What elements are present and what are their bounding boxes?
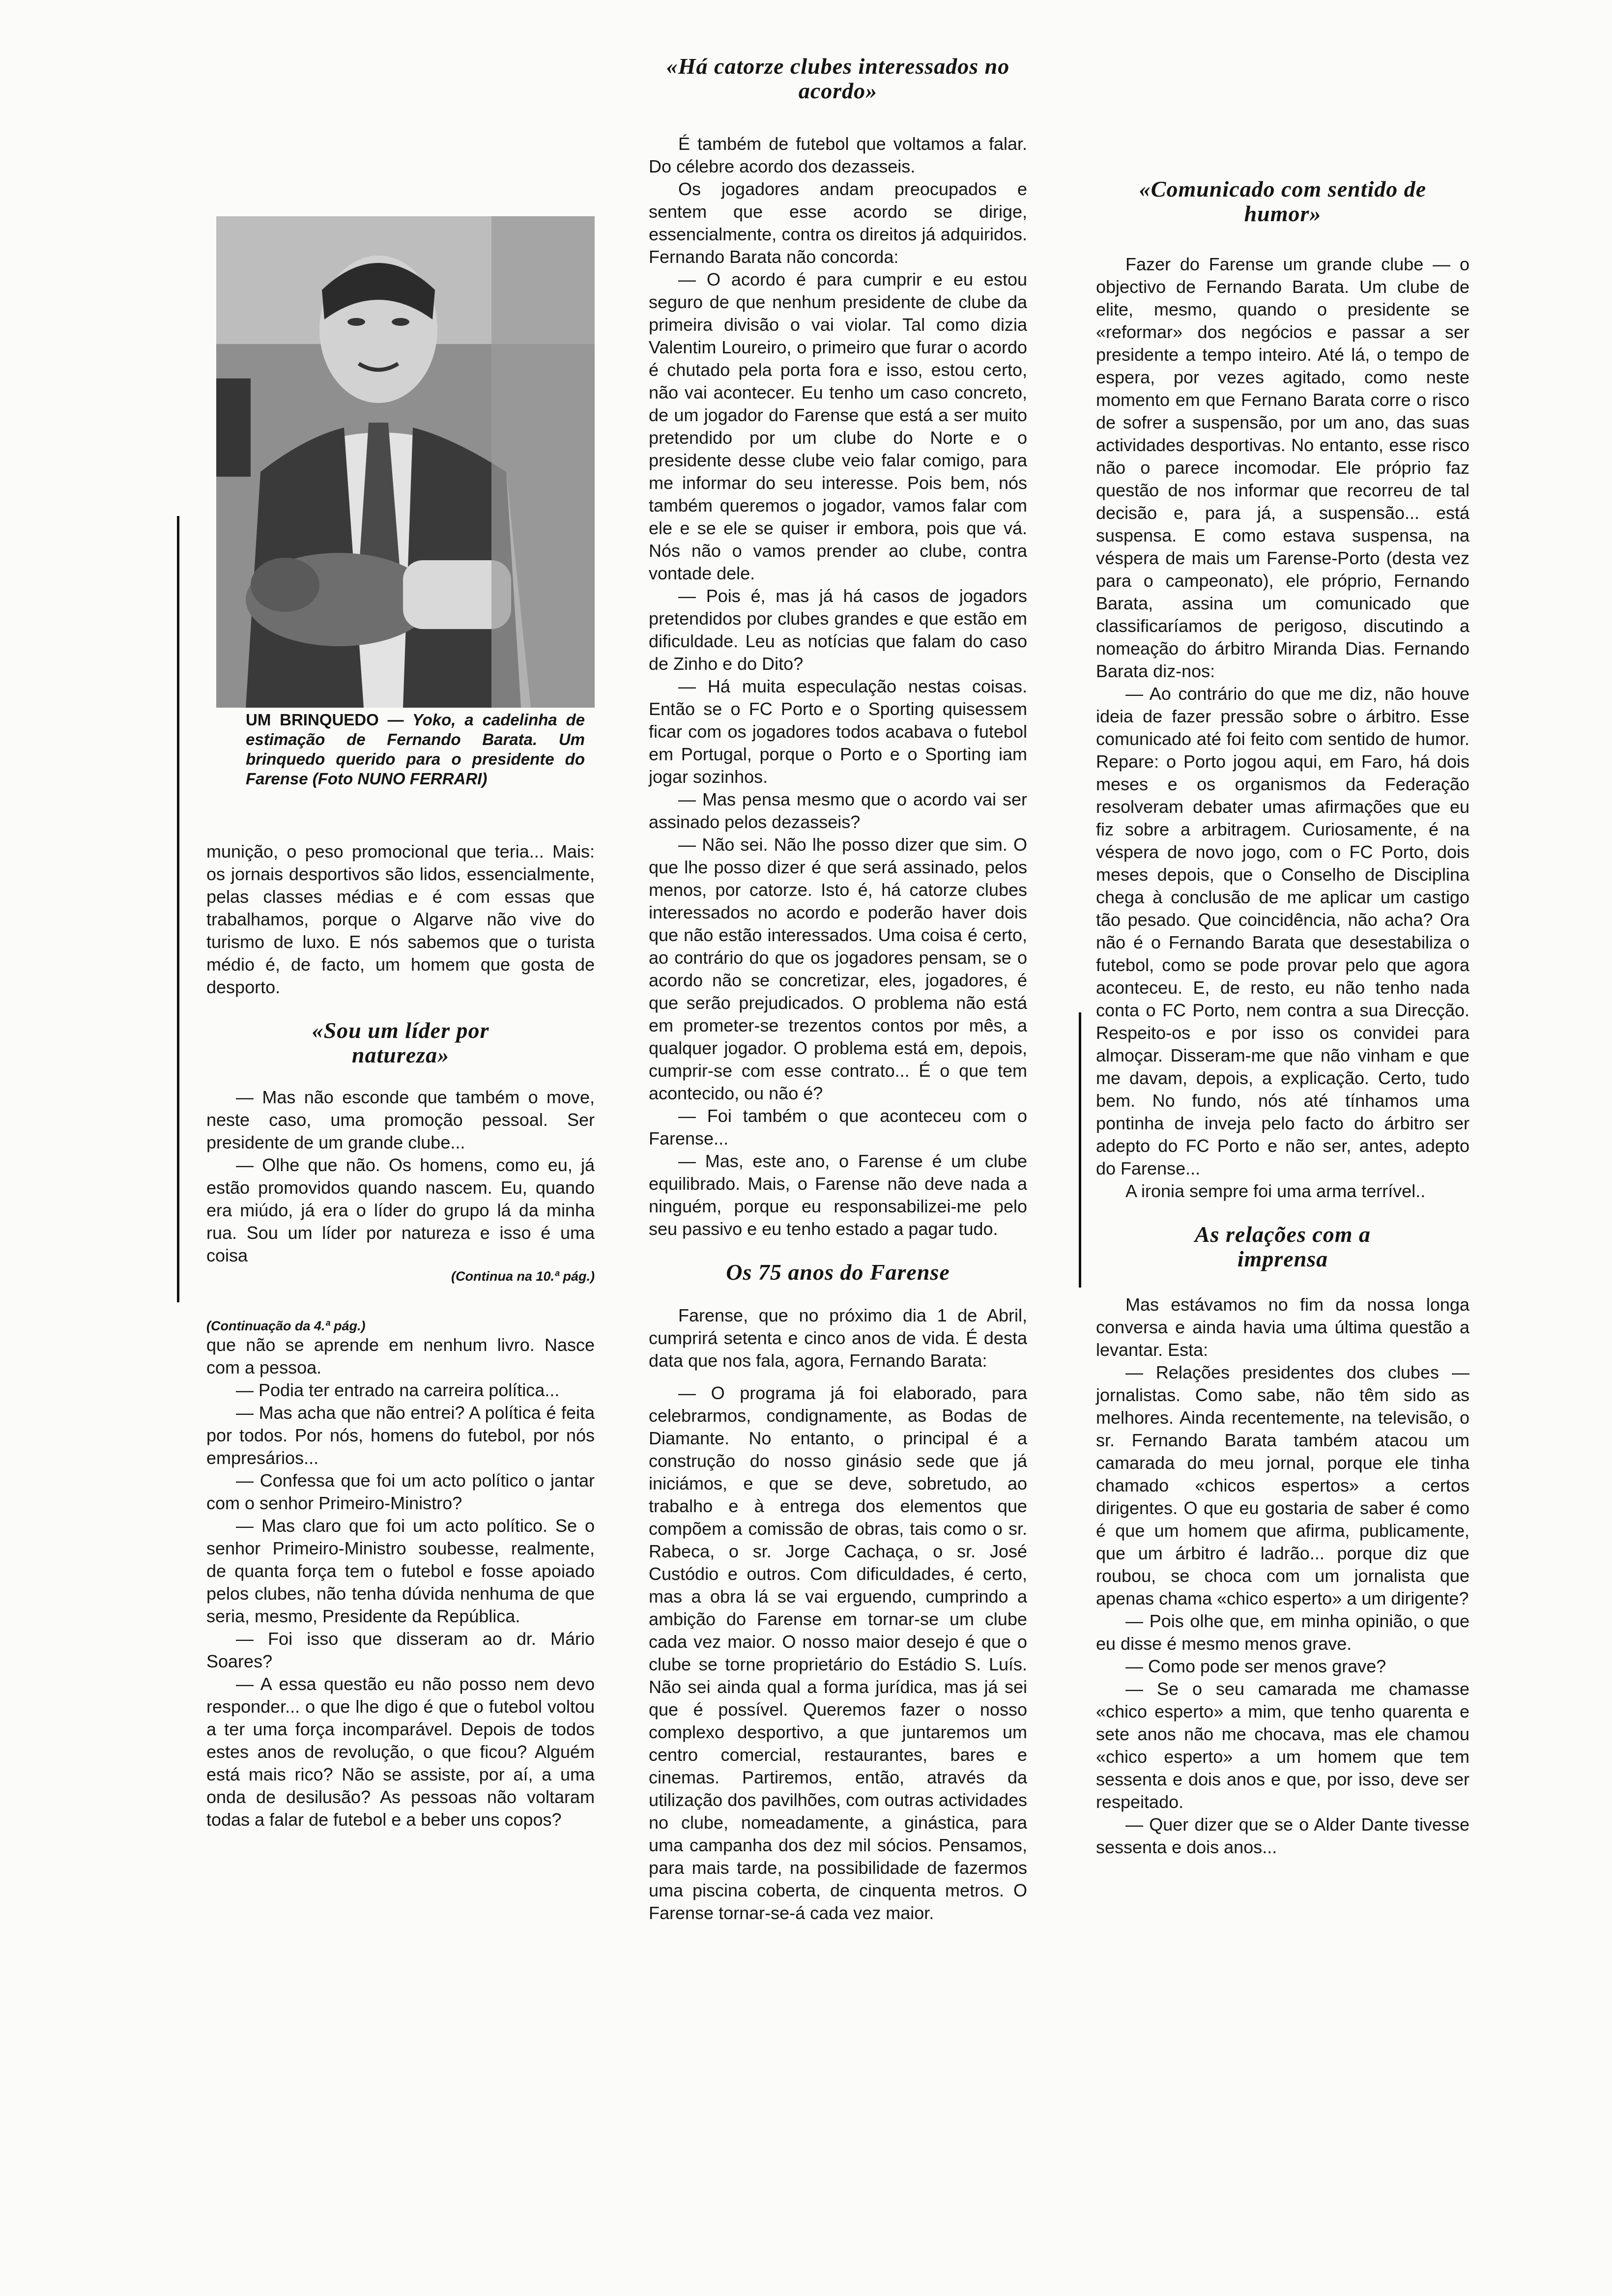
col2-heading-75-years: Os 75 anos do Farense [726,1260,950,1285]
col1-paragraph-7: — Confessa que foi um acto político o jantar com o senhor Primeiro-Ministro? [206,1470,595,1513]
col1-paragraph-10: — A essa questão eu não posso nem devo responder... o que lhe digo é que o futebol voltou a ter uma força incomparável. Depois de todos estes anos de revolução, o que ficou? Alguém está mais rico? Não se assiste, por aí, a uma onda de desilusão? As pessoas não voltaram todas a falar de futebol e a beber uns copos? [206,1674,595,1830]
col1-paragraph-9: — Foi isso que disseram ao dr. Mário Soares? [206,1629,595,1671]
column-3 [1096,177,1469,1859]
col3-paragraph-6: — Pois olhe que, em minha opinião, o que eu disse é mesmo menos grave. [1096,1611,1469,1654]
margin-rule-right [1079,1012,1081,1288]
col2-paragraph-4: — Pois é, mas já há casos de jogadors pretendidos por clubes grandes e que estão em dificuldade. Leu as notícias que falam do caso de Zinho e do Dito? [649,586,1027,674]
photo-caption-text: — Yoko, a cadelinha de estimação de Fernando Barata. Um brinquedo querido para o presidente do Farense (Foto NUNO FERRARI) [246,711,585,788]
col1-continued-note: (Continua na 10.ª pág.) [451,1269,595,1284]
col3-paragraph-2: — Ao contrário do que me diz, não houve ideia de fazer pressão sobre o árbitro. Esse comunicado até foi feito com sentido de humor. Repare: o Porto jogou aqui, em Faro, há dois meses e os organismos da Federação resolveram debater umas afirmações que eu fiz sobre a arbitragem. Curiosamente, é na véspera de novo jogo, com o FC Porto, dois meses depois, que o Conselho de Disciplina chega à conclusão de me aplicar um castigo tão pesado. Que coincidência, não acha? Ora não é o Fernando Barata que desestabiliza o futebol, como se pode provar pelo que agora aconteceu. E, de resto, eu não tenho nada conta o FC Porto, nem contra a sua Direcção. Respeito-os e por isso os convidei para almoçar. Disseram-me que não vinham e que me davam, depois, a explicação. Certo, tudo bem. No fundo, nós até tínhamos uma pontinha de inveja pelo facto do árbitro ser adepto do FC Porto e não ser, antes, adepto do Farense... [1096,684,1469,1178]
col2-heading-clubs: «Há catorze clubes interessados no acordo» [666,54,1010,103]
photo-image [216,216,595,708]
col2-paragraph-8: — Foi também o que aconteceu com o Farense... [649,1106,1027,1148]
col1-paragraph-1: munição, o peso promocional que teria... Mais: os jornais desportivos são lidos, essencialmente, pelas classes médias e é com essas que trabalhamos, porque o Algarve não vive do turismo de luxo. E nós sabemos que o turista médio é, de facto, um homem que gosta de desporto. [206,841,595,997]
col2-paragraph-10: Farense, que no próximo dia 1 de Abril, cumprirá setenta e cinco anos de vida. É desta data que nos fala, agora, Fernando Barata: [649,1305,1027,1371]
col3-paragraph-3: A ironia sempre foi uma arma terrível.. [1125,1181,1426,1201]
col2-paragraph-6: — Mas pensa mesmo que o acordo vai ser assinado pelos dezasseis? [649,789,1027,832]
col3-paragraph-7: — Como pode ser menos grave? [1125,1656,1386,1676]
col1-paragraph-8: — Mas claro que foi um acto político. Se o senhor Primeiro-Ministro soubesse, realmente, de quanta força tem o futebol e fosse apoiado pelos clubes, não tenha dúvida nenhuma de que seria, mesmo, Presidente da República. [206,1516,595,1626]
column-1 [206,840,595,1831]
col1-paragraph-6: — Mas acha que não entrei? A política é feita por todos. Por nós, homens do futebol, por nós empresários... [206,1403,595,1468]
col2-paragraph-5: — Há muita especulação nestas coisas. Então se o FC Porto e o Sporting quisessem ficar com os jogadores todos acabava o futebol em Portugal, porque o Porto e o Sporting iam jogar sozinhos. [649,676,1027,787]
photo-fernando-barata [216,216,595,708]
col1-heading-leader: «Sou um líder por natureza» [312,1018,489,1067]
col3-paragraph-5: — Relações presidentes dos clubes — jornalistas. Como sabe, não têm sido as melhores. Ainda recentemente, na televisão, o sr. Fernando Barata também atacou um camarada do meu jornal, porque ele tinha chamado «chicos espertos» a certos dirigentes. O que eu gostaria de saber é como é que um homem que afirma, publicamente, que um árbitro é ladrão... porque diz que roubou, se choca com um jornalista que apenas chama «chico esperto» a um dirigente? [1096,1362,1469,1608]
col1-paragraph-4: que não se aprende em nenhum livro. Nasce com a pessoa. [206,1335,595,1378]
col3-heading-press: As relações com a imprensa [1194,1222,1371,1271]
col1-paragraph-3: — Olhe que não. Os homens, como eu, já estão promovidos quando nascem. Eu, quando era miúdo, já era o líder do grupo lá da minha rua. Sou um líder por natureza e isso é uma coisa [206,1155,595,1265]
column-2 [649,54,1027,1924]
col1-paragraph-5: — Podia ter entrado na carreira política... [236,1380,560,1400]
col2-paragraph-2: Os jogadores andam preocupados e sentem que esse acordo se dirige, essencialmente, contra os direitos já adquiridos. Fernando Barata não concorda: [649,179,1027,267]
col3-paragraph-1: Fazer do Farense um grande clube — o objectivo de Fernando Barata. Um clube de elite, mesmo, quando o presidente se «reformar» dos negócios e passar a ser presidente a tempo inteiro. Até lá, o tempo de espera, por vezes agitado, como neste momento em que Fernano Barata corre o risco de sofrer a suspensão, por um ano, das suas actividades desportivas. No entanto, esse risco não o parece incomodar. Ele próprio faz questão de nos informar que recorreu de tal decisão e, para já, a suspensão... está suspensa. E como estava suspensa, na véspera de mais um Farense-Porto (desta vez para o campeonato), ele próprio, Fernando Barata, assina um comunicado que classificaríamos de perigoso, discutindo a nomeação do árbitro Miranda Dias. Fernando Barata diz-nos: [1096,254,1469,681]
col2-paragraph-3: — O acordo é para cumprir e eu estou seguro de que nenhum presidente de clube da primeira divisão o vai violar. Tal como dizia Valentim Loureiro, o primeiro que furar o acordo é chutado pela porta fora e isso, estou certo, não vai acontecer. Eu tenho um caso concreto, de um jogador do Farense que está a ser muito pretendido por um clube do Norte e o presidente desse clube veio falar comigo, para me informar do seu interesse. Pois bem, nós também queremos o jogador, vamos falar com ele e se ele se quiser ir embora, pois que vá. Nós não o vamos prender ao clube, contra vontade dele. [649,269,1027,583]
col1-continuation-note: (Continuação da 4.ª pág.) [206,1319,366,1333]
col2-paragraph-11: — O programa já foi elaborado, para celebrarmos, condignamente, as Bodas de Diamante. No entanto, o principal é a construção do nosso ginásio sede que já iniciámos, e que se deve, sobretudo, ao trabalho e à entrega dos elementos que compõem a comissão de obras, tais como o sr. Rabeca, o sr. Jorge Cachaça, o sr. José Custódio e outros. Com dificuldades, é certo, mas a obra lá se vai erguendo, cumprindo a ambição do Farense em tornar-se um clube cada vez maior. O nosso maior desejo é que o clube se torne proprietário do Estádio S. Luís. Não sei ainda qual a forma jurídica, mas já sei que é possível. Queremos fazer o nosso complexo desportivo, a que juntaremos um centro comercial, restaurantes, bares e cinemas. Partiremos, então, através da utilização dos pavilhões, com outras actividades no clube, nomeadamente, a ginástica, para uma campanha dos dez mil sócios. Pensamos, para mais tarde, na possibilidade de fazermos uma piscina coberta, de cinquenta metros. O Farense tornar-se-á cada vez maior. [649,1383,1027,1923]
col3-heading-communique: «Comunicado com sentido de humor» [1139,176,1427,226]
photo-caption-title: UM BRINQUEDO [246,711,379,729]
col2-paragraph-7: — Não sei. Não lhe posso dizer que sim. O que lhe posso dizer é que será assinado, pelos menos, por catorze. Isto é, há catorze clubes interessados no acordo e poderão haver dois que não estão interessados. Uma coisa é certo, ao contrário do que os jogadores pensam, se o acordo não se concretizar, eles, jogadores, é que serão prejudicados. O problema não está em prometer-se trezentos contos por mês, a qualquer jogador. O problema está em, depois, cumprir-se com esse contrato... É o que tem acontecido, ou não é? [649,834,1027,1103]
col3-paragraph-9: — Quer dizer que se o Alder Dante tivesse sessenta e dois anos... [1096,1814,1469,1857]
col3-paragraph-8: — Se o seu camarada me chamasse «chico esperto» a mim, que tenho quarenta e sete anos não me chocava, mas ele chamou «chico esperto» a um homem que tem sessenta e dois anos e que, por isso, deve ser respeitado. [1096,1679,1469,1812]
col2-paragraph-1: É também de futebol que voltamos a falar. Do célebre acordo dos dezasseis. [649,134,1027,176]
col1-paragraph-2: — Mas não esconde que também o move, neste caso, uma promoção pessoal. Ser presidente de um grande clube... [206,1087,595,1152]
photo-caption [246,710,585,789]
col2-paragraph-9: — Mas, este ano, o Farense é um clube equilibrado. Mais, o Farense não deve nada a ninguém, porque eu responsabilizei-me pelo seu passivo e eu tenho estado a pagar tudo. [649,1151,1027,1239]
col3-paragraph-4: Mas estávamos no fim da nossa longa conversa e ainda havia uma última questão a levantar. Esta: [1096,1294,1469,1360]
margin-rule-left [177,516,179,1302]
